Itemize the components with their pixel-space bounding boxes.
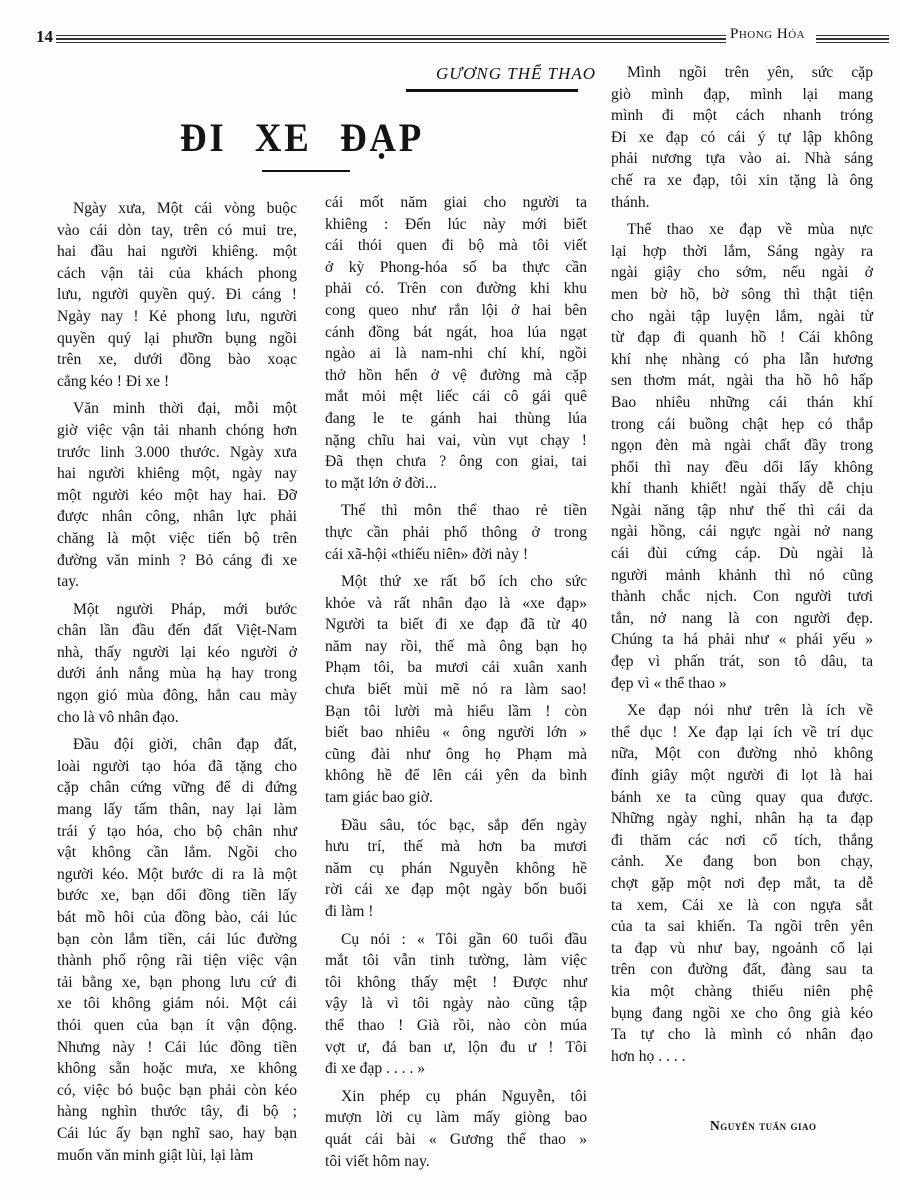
text-line: Một thứ xe rất bổ ích cho sức <box>341 573 587 591</box>
text-line: ta đạp vù như bay, ngoảnh cổ lại <box>611 939 873 957</box>
text-line: bạn còn lắm tiền, cái lúc đường <box>57 930 297 948</box>
text-line: tam giác bao giờ. <box>325 789 433 807</box>
article-column-3 <box>611 62 873 1067</box>
text-line: to mặt lớn ở đời... <box>325 474 437 492</box>
text-line: Ngài năng tập như thế thì cái da <box>611 501 873 519</box>
text-line: giò mình đạp, mình lại mang <box>611 85 873 103</box>
text-line: men bờ hồ, bờ sông thì thật tiện <box>611 285 873 303</box>
text-line: thể thao ! Già rồi, nào còn múa <box>325 1016 587 1034</box>
text-line: Đã thẹn chưa ? ông con giai, tai <box>325 453 587 471</box>
text-line: mắt mỏi mệt liếc cái cô gái quê <box>325 388 587 406</box>
text-line: lưu, người quyền quý. Đi cáng ! <box>57 286 297 304</box>
text-line: Xin phép cụ phán Nguyễn, tôi <box>341 1087 587 1105</box>
text-line: hơn họ . . . . <box>611 1047 686 1065</box>
text-line: cái mốt năm giai cho người ta <box>325 194 587 211</box>
text-line: quyền quý lại phưỡn bụng ngồi <box>57 329 297 347</box>
text-line: lại hợp thời lắm, Sáng ngày ra <box>611 242 873 260</box>
text-line: chăng là một việc tiến bộ trên <box>57 529 297 547</box>
text-line: Đầu đội giời, chân đạp đất, <box>73 736 297 754</box>
text-line: Cái lúc ấy bạn nghĩ sao, hay bạn <box>57 1124 297 1142</box>
text-line: vậy là vì tôi ngày nào cũng tập <box>325 995 587 1013</box>
paragraph <box>611 62 873 213</box>
text-line: đính giây một người đi lọt là hai <box>611 767 873 784</box>
text-line: trên xe, dưới đồng bào xoạc <box>57 351 297 369</box>
text-line: tay. <box>57 573 79 591</box>
text-line: khiêng : Đến lúc này mới biết <box>325 215 587 233</box>
text-line: Thể thao xe đạp về mùa nực <box>627 221 873 239</box>
text-line: Người ta biết đi xe đạp đã từ 40 <box>325 616 587 634</box>
text-line: đẹp vì phấn trát, son tô dâu, ta <box>611 653 873 671</box>
text-line: khỏe và rất nhân đạo là «xe đạp» <box>325 594 587 612</box>
text-line: ngọn đèn mà ngài chất đầy trong <box>611 437 873 455</box>
text-line: được nhân công, nhân lực phải <box>57 508 297 526</box>
text-line: cái xã-hội «thiếu niên» đời này ! <box>325 545 529 563</box>
text-line: năm nay rồi, thế mà ông bạn họ <box>325 637 587 655</box>
text-line: chưa biết mùi mẽ nó ra làm sao! <box>325 681 587 699</box>
text-line: tải bằng xe, bạn phong lưu cứ đi <box>57 973 297 991</box>
text-line: hưu trí, thế mà hơn ba mươi <box>325 838 587 856</box>
text-line: sen thơm mát, ngài tha hồ hô hấp <box>611 372 873 390</box>
text-line: ngài hồng, cái ngực ngài nở nang <box>611 523 873 541</box>
text-line: không sẵn hoặc mưa, xe không <box>57 1060 297 1078</box>
text-line: khí nhẹ nhàng có pha lẫn hương <box>611 350 873 368</box>
text-line: thành chắc nịch. Con người tươi <box>611 588 873 606</box>
text-line: thể dục ! Xe đạp lại ích về trí dục <box>611 723 873 741</box>
text-line: năm cụ phán Nguyễn không hề <box>325 859 587 877</box>
header-rule <box>56 35 726 36</box>
section-label: GƯƠNG THỂ THAO <box>436 64 596 83</box>
text-line: vào cái dòn tay, trên có mui tre, <box>57 221 297 239</box>
page-header <box>36 24 890 48</box>
text-line: đi làm ! <box>325 903 374 920</box>
text-line: cẳng kéo ! Đi xe ! <box>57 372 170 390</box>
text-line: tôi viết hôm nay. <box>325 1152 430 1170</box>
paragraph <box>325 500 587 565</box>
text-line: cong queo như rắn lội ở hai bên <box>325 301 587 319</box>
text-line: tôi không thấy mệt ! Được như <box>325 973 587 991</box>
text-line: muốn văn minh giật lùi, lại làm <box>57 1146 254 1164</box>
text-line: quát cái bài « Gương thể thao » <box>325 1130 587 1148</box>
text-line: trong cái buồng chật hẹp có thắp <box>611 415 873 433</box>
text-line: Ta tự cho là mình có nhân đạo <box>611 1026 873 1044</box>
title-rule <box>262 170 350 172</box>
text-line: người kéo. Một bước di ra là một <box>57 865 297 883</box>
text-line: mượn lời cụ làm mấy giòng bao <box>325 1109 587 1127</box>
text-line: vật không cần lắm. Ngồi cho <box>57 844 297 862</box>
text-line: cho ngài tập luyện lắm, ngài từ <box>611 307 873 325</box>
text-line: nặng chĩu hai vai, vùn vụt chạy ! <box>325 431 587 449</box>
text-line: ngào ai là nam-nhi chí khí, ngồi <box>325 345 587 363</box>
text-line: bụng đang ngồi xe cho ông già kéo <box>611 1004 873 1022</box>
paragraph <box>57 599 297 729</box>
paragraph <box>325 571 587 809</box>
text-line: mình đi một cách nhanh tróng <box>611 107 873 125</box>
text-line: phải nương tựa vào ai. Nhà sáng <box>611 150 873 168</box>
text-line: cách vận tải của khách phong <box>57 264 297 282</box>
text-line: có, việc bó buộc bạn phải còn kéo <box>57 1081 297 1099</box>
text-line: khí thanh khiết! ngài thấy dễ chịu <box>611 480 873 498</box>
text-line: thực cần phải phổ thông ở trong <box>325 523 587 541</box>
text-line: hai người khiêng một, ngày nay <box>57 465 297 483</box>
text-line: bát mồ hôi của đồng bào, cái lúc <box>57 909 297 926</box>
text-line: chế ra xe đạp, tôi xin tặng là ông <box>611 171 873 189</box>
text-line: dưới ánh nắng mùa hạ hay trong <box>57 665 297 683</box>
text-line: biết bao nhiêu « ông người lớn » <box>325 724 587 742</box>
text-line: Thế thì môn thể thao rẻ tiền <box>341 502 587 520</box>
text-line: Xe đạp nói như trên là ích về <box>627 702 873 720</box>
text-line: nhà, thấy người lại kéo người ở <box>57 643 297 661</box>
text-line: trái ý tạo hóa, cho bộ chân như <box>57 822 297 840</box>
text-line: ngọn gió mùa đông, hẳn cau mày <box>57 687 297 705</box>
text-line: của ta sai khiến. Ta ngồi trên yên <box>611 918 873 936</box>
header-rule <box>56 38 726 40</box>
section-rule <box>406 89 578 92</box>
article-column-2 <box>325 192 587 1172</box>
paragraph <box>611 700 873 1067</box>
text-line: Văn minh thời đại, mỗi một <box>73 400 297 418</box>
text-line: thói quen của bạn ít vận động. <box>57 1016 297 1034</box>
header-rule <box>816 35 889 36</box>
paragraph <box>611 219 873 694</box>
text-line: trước linh 3.000 thước. Ngày xưa <box>57 443 297 461</box>
text-line: ngài giậy cho sớm, nếu ngài ở <box>611 264 873 282</box>
publication-name: Phong Hóa <box>730 26 806 42</box>
text-line: Một người Pháp, mới bước <box>73 600 297 618</box>
text-line: hàng nghìn thước tây, đi bộ ; <box>57 1103 297 1121</box>
paragraph <box>325 192 587 494</box>
text-line: hai đầu hai người khiêng. một <box>57 243 297 261</box>
text-line: kia một chàng thiếu niên phệ <box>611 982 873 1000</box>
text-line: ở kỳ Phong-hóa số ba thực cần <box>325 258 587 276</box>
text-line: đi xe đạp . . . . » <box>325 1060 426 1078</box>
text-line: thành phố rộng rãi tiện việc vận <box>57 952 297 970</box>
text-line: ta xem, Cái xe là con ngựa sắt <box>611 896 873 914</box>
text-line: đường văn minh ? Bỏ cáng đi xe <box>57 551 297 569</box>
text-line: Mình ngồi trên yên, sức cặp <box>627 64 873 81</box>
text-line: trên con đường đất, đàng sau ta <box>611 961 873 979</box>
author-signature: Nguyễn tuấn giao <box>710 1118 817 1133</box>
text-line: mắt tôi vẫn tinh tường, làm việc <box>325 952 587 970</box>
text-line: nữa, Một con đường nhỏ không <box>611 745 873 763</box>
text-line: bước xe, bạn dổi đồng tiền lấy <box>57 887 297 905</box>
page-number: 14 <box>36 27 53 46</box>
text-line: cặp chân cứng vững để di đứng <box>57 779 297 797</box>
text-line: đẹp vì « thể thao » <box>611 674 727 692</box>
text-line: chợt gặp một nơi đẹp mắt, ta dễ <box>611 874 873 892</box>
text-line: cũng đài như ông họ Phạm mà <box>325 745 587 763</box>
text-line: Bạn tôi lười mà hiểu lầm ! còn <box>325 702 587 720</box>
text-line: Bao nhiêu những cái thán khí <box>611 393 873 411</box>
text-line: không hề để lên cái yên da bình <box>325 767 587 785</box>
text-line: cho là vô nhân đạo. <box>57 708 179 726</box>
article-title: ĐI XE ĐẠP <box>180 115 425 160</box>
text-line: chân lần đầu đến đất Việt-Nam <box>57 622 297 640</box>
text-line: cái thói quen đi bộ mà tôi viết <box>325 237 587 255</box>
text-line: giờ việc vận tải nhanh chóng hơn <box>57 421 297 439</box>
paragraph <box>57 398 297 592</box>
paragraph <box>57 198 297 392</box>
paragraph <box>325 929 587 1080</box>
text-line: cánh đồng bát ngát, hoa lúa ngạt <box>325 323 587 341</box>
text-line: mang lấy tấm thân, nay lại làm <box>57 801 297 819</box>
text-line: thở hồn hển ở vệ đường mà cặp <box>325 366 587 384</box>
text-line: Ngày nay ! Kẻ phong lưu, người <box>57 307 297 325</box>
text-line: Chúng ta há phải như « phái yếu » <box>611 631 873 649</box>
text-line: Cụ nói : « Tôi gần 60 tuổi đầu <box>341 930 587 948</box>
article-column-1 <box>57 198 297 1166</box>
text-line: từ đạp đi quanh hồ ! Cái không <box>611 329 873 347</box>
text-line: vợt ư, đá ban ư, lộn đu ư ! Tôi <box>325 1038 587 1056</box>
text-line: loài người tạo hóa đã tặng cho <box>57 757 297 775</box>
text-line: Những ngày nghỉ, nhân hạ ta đạp <box>611 810 873 828</box>
text-line: đi thăm các nơi cổ tích, thắng <box>611 831 873 849</box>
text-line: người mảnh khảnh thì nó cũng <box>611 566 873 584</box>
header-rule <box>56 42 726 43</box>
text-line: Ngày xưa, Một cái vòng buộc <box>73 200 297 217</box>
paragraph <box>57 734 297 1166</box>
text-line: một người kéo một hay hai. Đỡ <box>57 486 297 504</box>
text-line: phải có. Trên con đường khi khu <box>325 280 587 298</box>
text-line: Đầu sâu, tóc bạc, sắp đến ngày <box>341 816 587 834</box>
text-line: Đi xe đạp có cái ý tự lập không <box>611 128 873 146</box>
header-rule <box>816 38 889 40</box>
text-line: rời cái xe đạp một ngày bốn buổi <box>325 881 587 899</box>
text-line: bánh xe ta cũng quay qua được. <box>611 788 873 806</box>
text-line: Nhưng này ! Cái lúc đồng tiền <box>57 1038 297 1056</box>
text-line: Phạm tôi, ba mươi cái xuân xanh <box>325 659 587 677</box>
text-line: phổi thì nay đều dổi lấy không <box>611 458 873 476</box>
header-rule <box>816 42 889 43</box>
text-line: cảnh. Xe đang bon bon chạy, <box>611 853 873 871</box>
paragraph <box>325 1086 587 1172</box>
text-line: cái đùi cứng cáp. Dù ngài là <box>611 545 873 563</box>
paragraph <box>325 815 587 923</box>
text-line: thánh. <box>611 193 650 211</box>
text-line: xe tôi không giám nói. Một cái <box>57 995 297 1013</box>
text-line: tắn, nở nang là con người đẹp. <box>611 609 873 627</box>
text-line: đang le te gánh hai thùng lúa <box>325 409 587 427</box>
